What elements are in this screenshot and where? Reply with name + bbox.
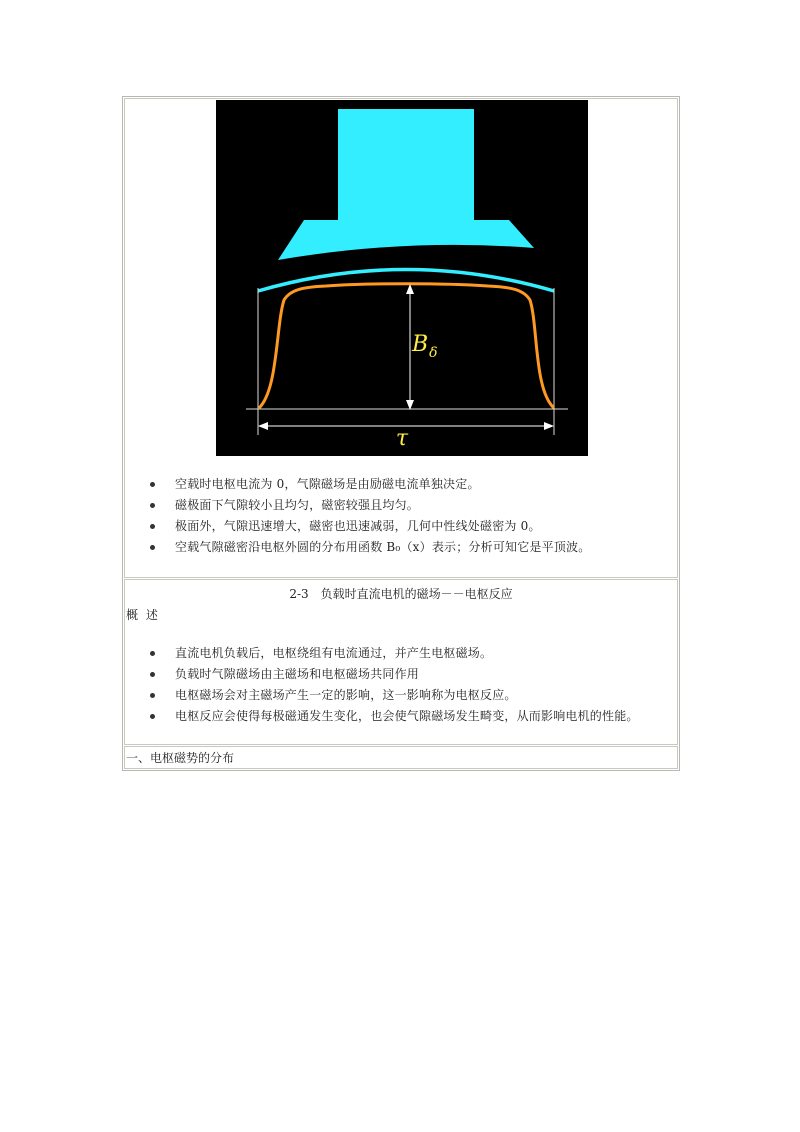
bullet-dot-icon bbox=[150, 503, 155, 508]
tau-label: τ bbox=[395, 426, 409, 451]
bullet-dot-icon bbox=[150, 672, 155, 677]
bullet-dot-icon bbox=[150, 482, 155, 487]
bullet-dot-icon bbox=[150, 545, 155, 550]
list-item: 空载气隙磁密沿电枢外圆的分布用函数 B₀（x）表示；分析可知它是平顶波。 bbox=[125, 537, 590, 558]
armature-reaction-cell bbox=[124, 579, 678, 745]
list-item: 电枢反应会使得每极磁通发生变化，也会使气隙磁场发生畸变，从而影响电机的性能。 bbox=[125, 706, 639, 727]
list-item: 磁极面下气隙较小且均匀，磁密较强且均匀。 bbox=[125, 495, 590, 516]
bullet-dot-icon bbox=[150, 524, 155, 529]
armature-mmf-cell bbox=[124, 746, 678, 769]
list-item: 极面外，气隙迅速增大，磁密也迅速减弱，几何中性线处磁密为 0。 bbox=[125, 516, 590, 537]
list-item: 电枢磁场会对主磁场产生一定的影响，这一影响称为电枢反应。 bbox=[125, 685, 639, 706]
bullet-dot-icon bbox=[150, 714, 155, 719]
subsection-heading: 一、电枢磁势的分布 bbox=[126, 751, 235, 765]
list-item: 直流电机负载后，电枢绕组有电流通过，并产生电枢磁场。 bbox=[125, 643, 639, 664]
overview-label: 概 述 bbox=[126, 608, 160, 622]
b-delta-label: $B_\delta$ bbox=[412, 332, 438, 361]
content-table bbox=[122, 96, 680, 771]
air-gap-flux-figure bbox=[216, 100, 588, 456]
section-title: 2-3 负载时直流电机的磁场－－电枢反应 bbox=[289, 587, 513, 601]
magnetic-pole-shape bbox=[278, 109, 534, 260]
tau-arrow-head-left bbox=[258, 422, 268, 430]
tau-arrow-head-right bbox=[544, 422, 554, 430]
load-bullet-list bbox=[125, 643, 639, 727]
flux-distribution-diagram bbox=[216, 100, 588, 456]
no-load-bullet-list bbox=[125, 474, 590, 558]
list-item: 负载时气隙磁场由主磁场和电枢磁场共同作用 bbox=[125, 664, 639, 685]
list-item: 空载时电枢电流为 0，气隙磁场是由励磁电流单独决定。 bbox=[125, 474, 590, 495]
b-arrow-head-top bbox=[406, 284, 414, 294]
figure-cell bbox=[124, 98, 678, 578]
flux-density-curve bbox=[259, 284, 554, 408]
bullet-dot-icon bbox=[150, 693, 155, 698]
bullet-dot-icon bbox=[150, 651, 155, 656]
